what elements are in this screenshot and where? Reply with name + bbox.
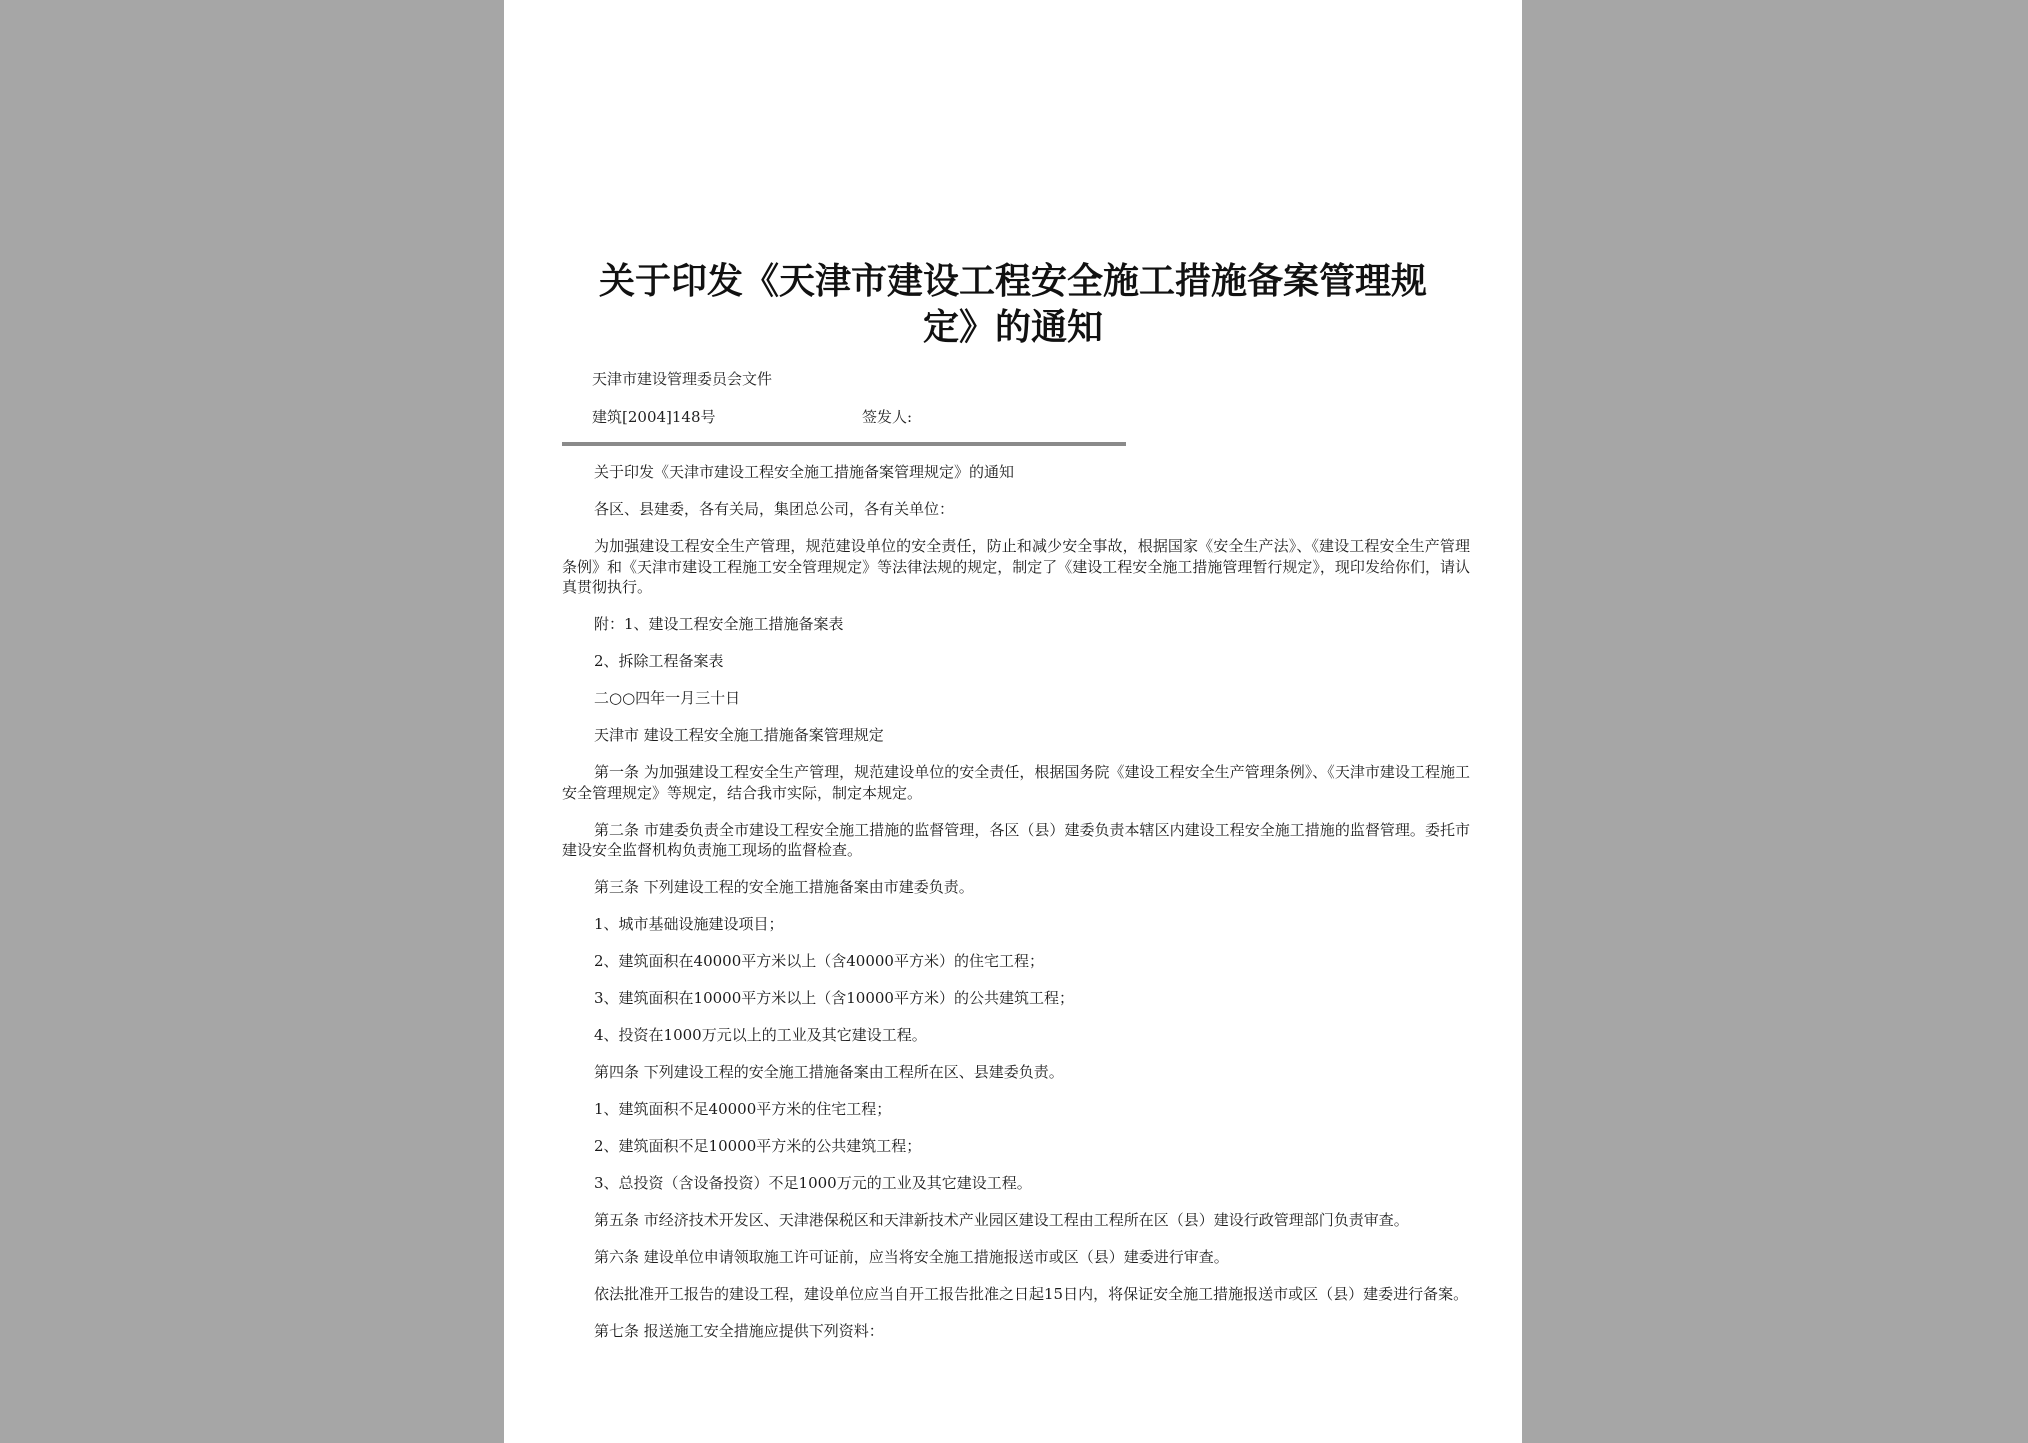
paragraph: 2、建筑面积不足10000平方米的公共建筑工程；: [594, 1137, 922, 1155]
document-page: [504, 0, 1522, 1443]
paragraph: 附：1、建设工程安全施工措施备案表: [594, 615, 844, 633]
paragraph: 3、总投资（含设备投资）不足1000万元的工业及其它建设工程。: [594, 1174, 1032, 1192]
document-title: [564, 258, 1462, 350]
paragraph: 1、建筑面积不足40000平方米的住宅工程；: [594, 1100, 892, 1118]
title-line-2: 定》的通知: [922, 306, 1103, 348]
paragraph: 各区、县建委，各有关局，集团总公司，各有关单位：: [594, 500, 955, 518]
paragraph: 依法批准开工报告的建设工程，建设单位应当自开工报告批准之日起15日内，将保证安全施工措施报送市或区（县）建委进行备案。: [594, 1285, 1469, 1303]
document-body: [562, 462, 1470, 1358]
paragraph: 2、拆除工程备案表: [594, 652, 724, 670]
signer-label: 签发人:: [862, 408, 913, 426]
paragraph: 3、建筑面积在10000平方米以上（含10000平方米）的公共建筑工程；: [594, 989, 1074, 1007]
paragraph: 二○○四年一月三十日: [594, 689, 741, 707]
paragraph: 第二条 市建委负责全市建设工程安全施工措施的监督管理，各区（县）建委负责本辖区内建设工程安全施工措施的监督管理。委托市建设安全监督机构负责施工现场的监督检查。: [562, 820, 1470, 859]
paragraph: 第六条 建设单位申请领取施工许可证前，应当将安全施工措施报送市或区（县）建委进行审查。: [594, 1248, 1229, 1266]
paragraph: 第四条 下列建设工程的安全施工措施备案由工程所在区、县建委负责。: [594, 1063, 1064, 1081]
paragraph: 第七条 报送施工安全措施应提供下列资料：: [594, 1322, 884, 1340]
header-divider: [562, 442, 1126, 446]
paragraph: 第三条 下列建设工程的安全施工措施备案由市建委负责。: [594, 878, 974, 896]
issuer-line: 天津市建设管理委员会文件: [592, 370, 773, 388]
paragraph: 第五条 市经济技术开发区、天津港保税区和天津新技术产业园区建设工程由工程所在区（县）建设行政管理部门负责审查。: [594, 1211, 1409, 1229]
paragraph: 天津市 建设工程安全施工措施备案管理规定: [594, 726, 884, 744]
title-line-1: 关于印发《天津市建设工程安全施工措施备案管理规: [598, 260, 1427, 302]
document-number: 建筑[2004]148号: [592, 408, 716, 426]
paragraph: 4、投资在1000万元以上的工业及其它建设工程。: [594, 1026, 927, 1044]
paragraph: 1、城市基础设施建设项目；: [594, 915, 784, 933]
paragraph: 关于印发《天津市建设工程安全施工措施备案管理规定》的通知: [594, 463, 1015, 481]
paragraph: 第一条 为加强建设工程安全生产管理，规范建设单位的安全责任，根据国务院《建设工程安全生产管理条例》、《天津市建设工程施工安全管理规定》等规定，结合我市实际，制定本规定。: [562, 763, 1470, 802]
paragraph: 为加强建设工程安全生产管理，规范建设单位的安全责任，防止和减少安全事故，根据国家《安全生产法》、《建设工程安全生产管理条例》和《天津市建设工程施工安全管理规定》等法律法规的规定，制定了《建设工程安全施工措施管理暂行规定》，现印发给你们，请认真贯彻执行。: [562, 537, 1470, 596]
paragraph: 2、建筑面积在40000平方米以上（含40000平方米）的住宅工程；: [594, 952, 1044, 970]
